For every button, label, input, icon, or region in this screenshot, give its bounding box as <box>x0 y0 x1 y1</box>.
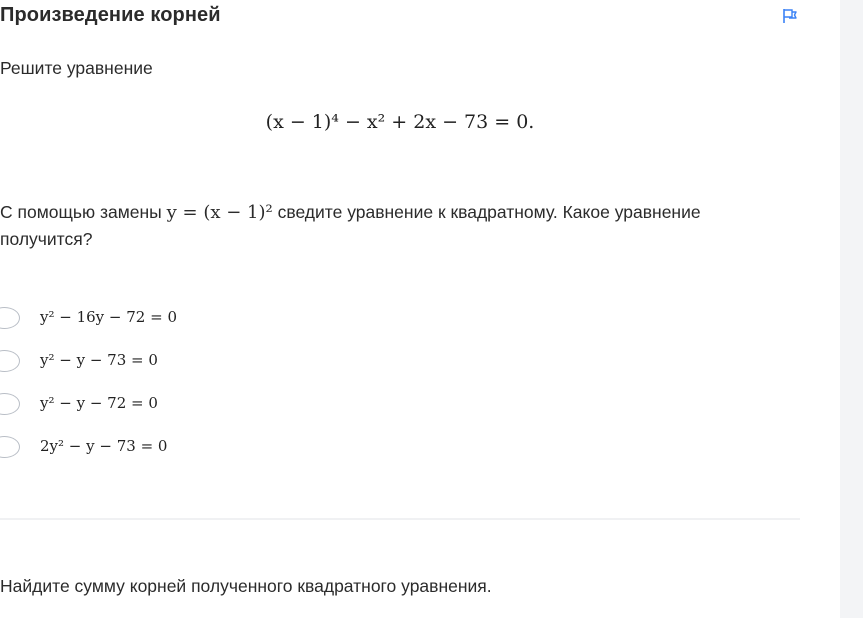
side-strip <box>840 0 863 618</box>
substitution-formula: y = (x − 1)² <box>166 202 273 223</box>
option-label: y² − 16y − 72 = 0 <box>40 308 177 326</box>
radio-button[interactable] <box>0 307 20 329</box>
flag-icon[interactable] <box>781 7 799 25</box>
section-divider <box>0 518 800 520</box>
question-prefix: С помощью замены <box>0 202 162 222</box>
radio-button[interactable] <box>0 350 20 372</box>
radio-button[interactable] <box>0 393 20 415</box>
answer-option-4[interactable] <box>0 433 400 463</box>
answer-option-1[interactable] <box>0 304 400 334</box>
question2-text: Найдите сумму корней полученного квадратного уравнения. <box>0 576 492 596</box>
question-suffix: сведите уравнение к квадратному. Какое уравнение получится? <box>0 202 701 249</box>
answer-option-3[interactable] <box>0 390 400 420</box>
option-label: 2y² − y − 73 = 0 <box>40 437 168 455</box>
instruction-text: Решите уравнение <box>0 58 153 78</box>
option-label: y² − y − 73 = 0 <box>40 351 158 369</box>
task-title: Произведение корней <box>0 4 221 26</box>
main-equation <box>0 111 800 133</box>
option-label: y² − y − 72 = 0 <box>40 394 158 412</box>
equation-formula: (x − 1)⁴ − x² + 2x − 73 = 0. <box>265 111 535 133</box>
question-text <box>0 199 790 253</box>
answer-option-2[interactable] <box>0 347 400 377</box>
radio-button[interactable] <box>0 436 20 458</box>
